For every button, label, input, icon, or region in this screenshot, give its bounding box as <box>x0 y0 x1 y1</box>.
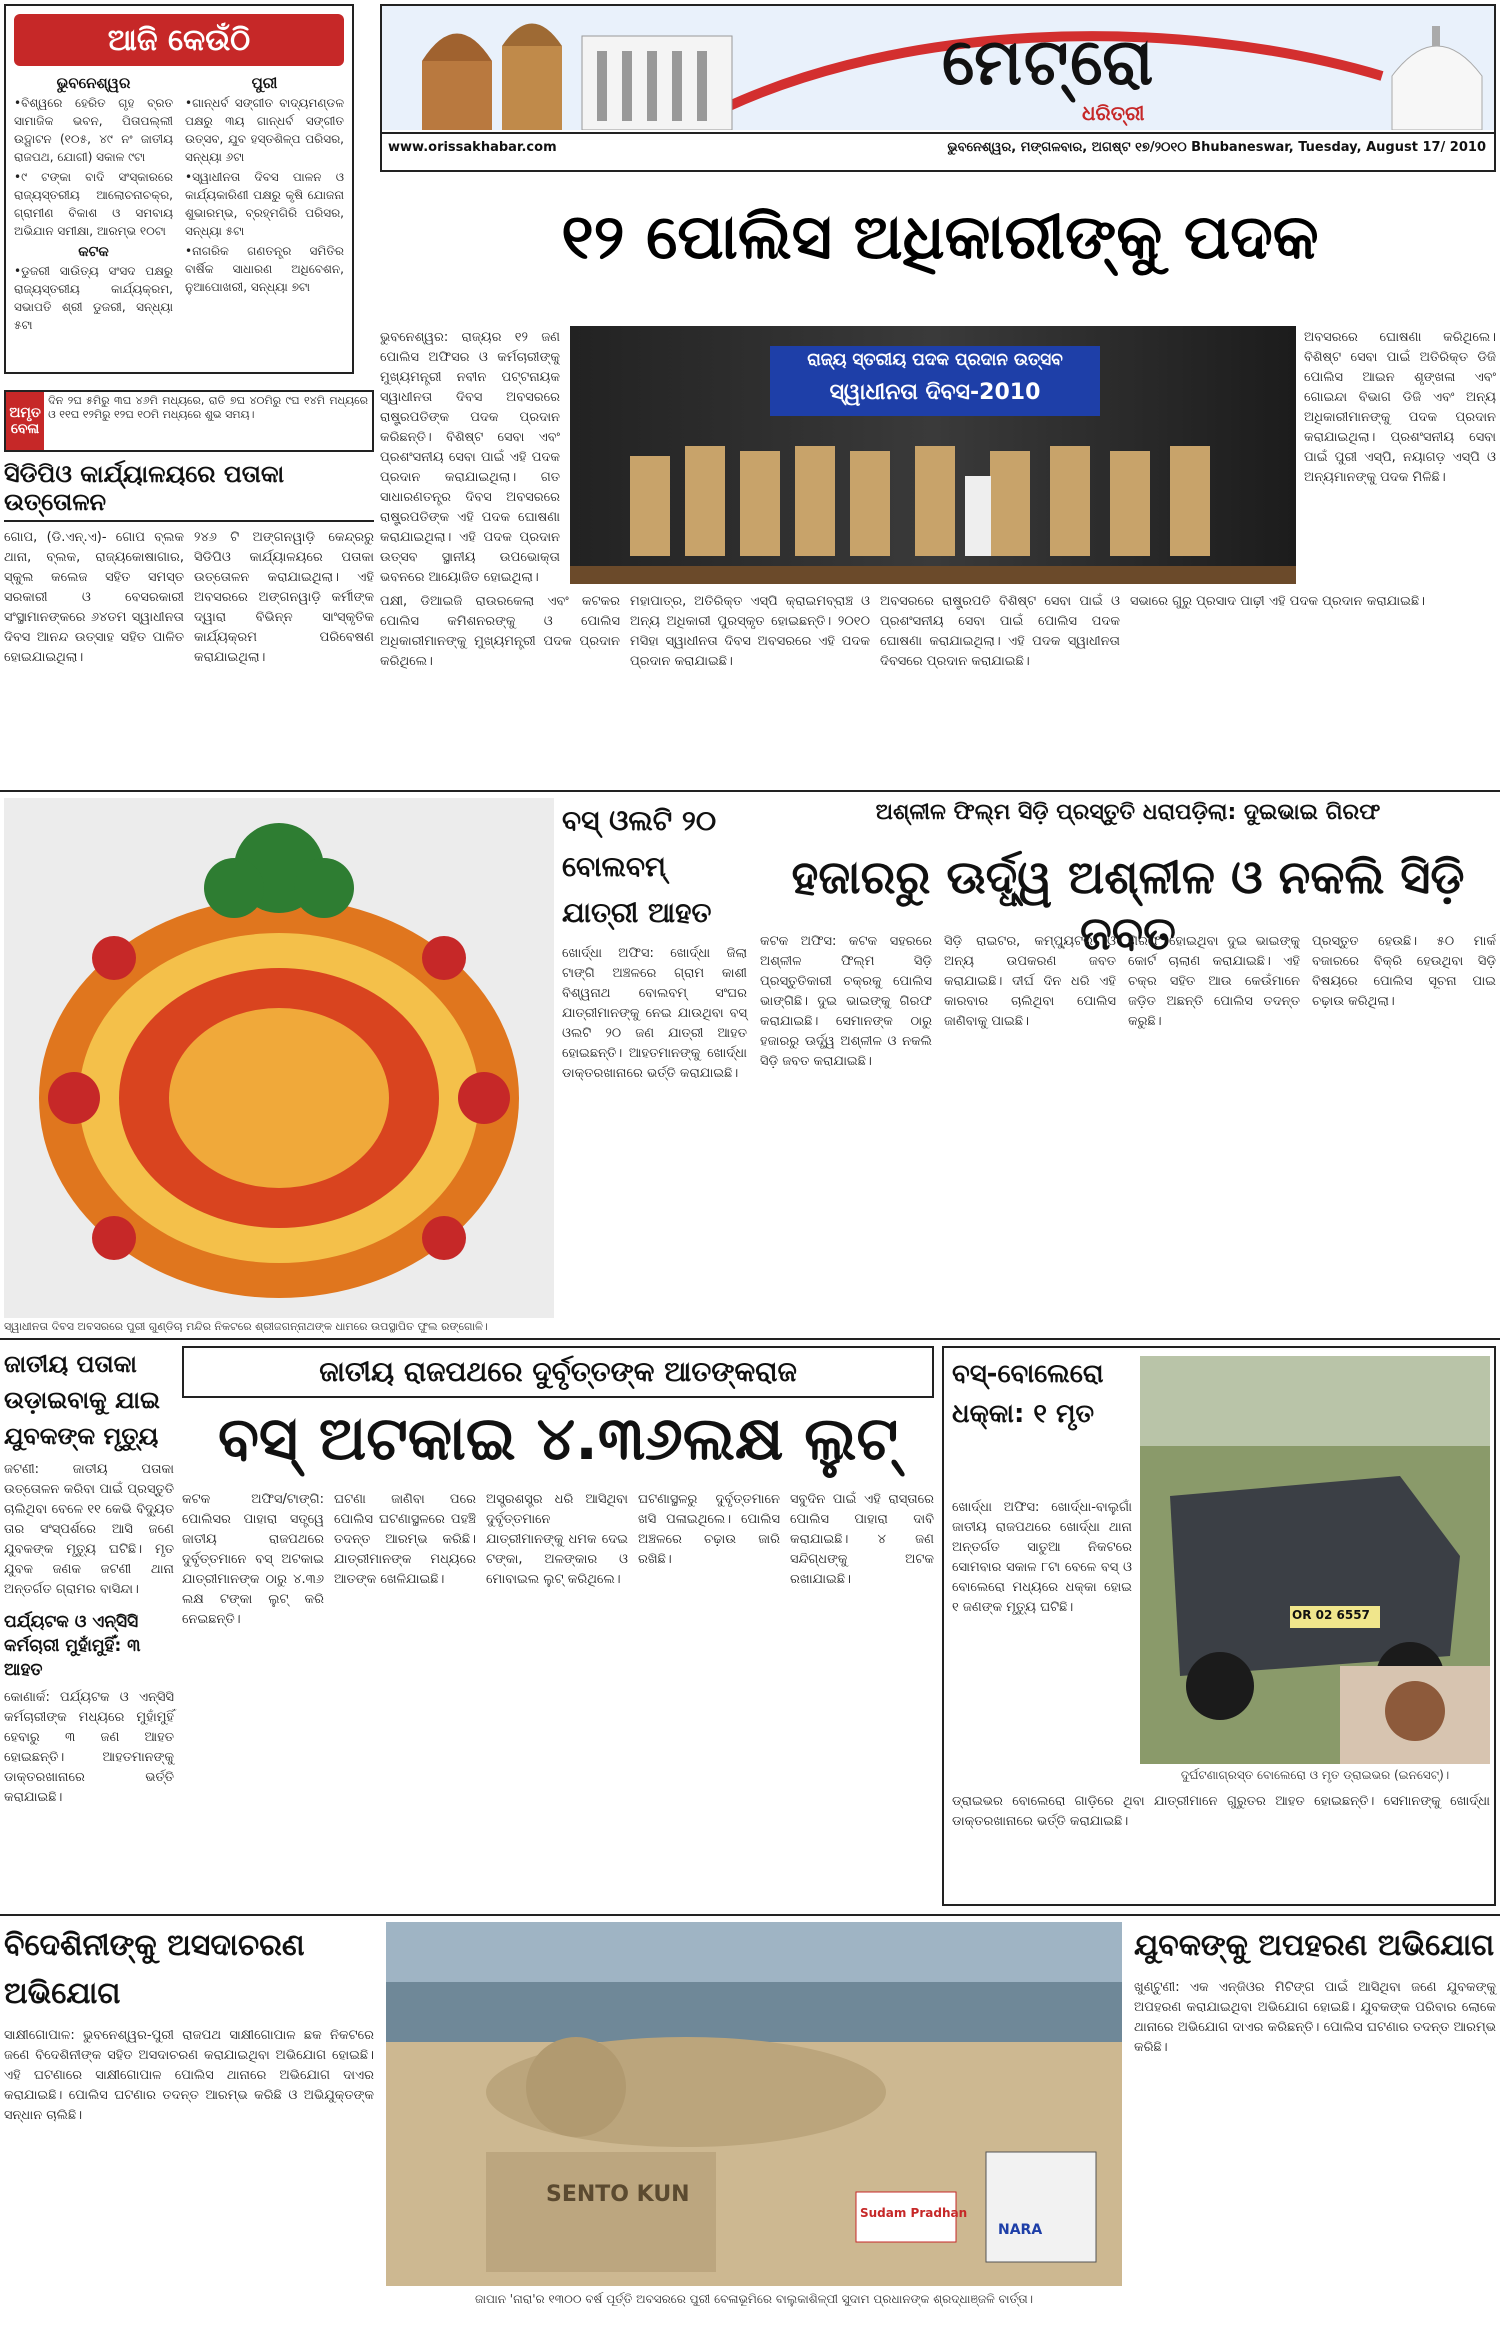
today-header <box>14 14 344 66</box>
stage-banner-2: ସ୍ୱାଧୀନତା ଦିବସ-2010 <box>829 380 1041 405</box>
bolero-plate: OR 02 6557 <box>1292 1608 1370 1622</box>
cd-col1: କଟକ ଅଫିସ: କଟକ ସହରରେ ଅଶ୍ଳୀଳ ଫିଲ୍ମ ସିଡ଼ି ପ୍ରସ୍ତୁତିକାରୀ ଚକ୍ରକୁ ପୋଲିସ ଭାଙ୍ଗିଛି। ଦୁଇ ଭାଇଙ୍କୁ ଗିରଫ କରାଯାଇଛି। ସେମାନଙ୍କ ଠାରୁ ହଜାରରୁ ଊର୍ଦ୍ଧ୍ୱ ଅଶ୍ଳୀଳ ଓ ନକଲି ସିଡ଼ି ଜବତ କରାଯାଇଛି। <box>760 934 932 1069</box>
flag-youth-headline: ଜାତୀୟ ପତାକା ଉଡ଼ାଇବାକୁ ଯାଇ ଯୁବକଙ୍କ ମୃତ୍ୟୁ <box>4 1350 160 1450</box>
sand-sign-3: NARA <box>998 2222 1043 2238</box>
loot-col5: ସବୁଦିନ ପାଇଁ ଏହି ରାସ୍ତାରେ ପୋଲିସ ପାହାରା ଦାବି କରାଯାଇଛି। ୪ ଜଣ ସନ୍ଦିଗ୍ଧଙ୍କୁ ଅଟକ ରଖାଯାଇଛି। <box>790 1492 934 1587</box>
today-left-title: ଭୁବନେଶ୍ୱର <box>56 74 131 92</box>
cdpo-story <box>4 460 374 790</box>
bolero-photo-caption: ଦୁର୍ଘଟଣାଗ୍ରସ୍ତ ବୋଲେରୋ ଓ ମୃତ ଡ୍ରାଇଭର (ଇନସେଟ୍)। <box>1180 1768 1450 1782</box>
bolero-story <box>942 1346 1496 1906</box>
bolero-photo <box>1140 1356 1490 1764</box>
website-link[interactable]: www.orissakhabar.com <box>388 140 557 155</box>
bolero-body2: ଡ୍ରାଇଭର ବୋଲେରୋ ଗାଡ଼ିରେ ଥିବା ଯାତ୍ରୀମାନେ ଗୁରୁତର ଆହତ ହୋଇଛନ୍ତି। ସେମାନଙ୍କୁ ଖୋର୍ଦ୍ଧା ଡାକ୍ତରଖାନାରେ ଭର୍ତ୍ତି କରାଯାଇଛି। <box>952 1794 1490 1829</box>
today-left-item: •୯ ଟଙ୍କା ବାଦି ସଂସ୍କାରରେ ରାଜ୍ୟସ୍ତରୀୟ ଆଲୋଚନାଚକ୍ର, ଗ୍ରାମୀଣ ବିକାଶ ଓ ସମବାୟ ଅଭିଯାନ ସମୀକ୍ଷା, ଆରମ୍ଭ ୧୦ଟା <box>14 170 173 238</box>
loot-col3: ଅସ୍ତ୍ରଶସ୍ତ୍ର ଧରି ଆସିଥିବା ଦୁର୍ବୃତ୍ତମାନେ ଯାତ୍ରୀମାନଙ୍କୁ ଧମକ ଦେଇ ଟଙ୍କା, ଅଳଙ୍କାର ଓ ମୋବାଇଲ ଲୁଟ୍ କରିଥିଲେ। <box>486 1492 628 1587</box>
loot-kicker-box <box>182 1346 934 1398</box>
foreigner-story <box>4 1922 374 2332</box>
sand-art-photo <box>386 1922 1122 2286</box>
today-left-item: •ବିଶ୍ୱରେ ହେରିତ ଗୃହ ବ୍ରତ ସାମାଜିକ ଭବନ, ପିତାପଲ୍ଲୀ ଉଦ୍ଘାଟନ (୧୦୫, ୪୯ ନଂ ଜାତୀୟ ରାଜପଥ, ଯୋଗୀ) ସକାଳ ୯ଟା <box>14 96 173 164</box>
today-bottom-title: କଟକ <box>78 244 109 260</box>
bus-overturn-body: ଖୋର୍ଦ୍ଧା ଅଫିସ: ଖୋର୍ଦ୍ଧା ଜିଲା ଟାଙ୍ଗି ଅଞ୍ଚଳରେ ଗ୍ରାମ କାଶୀ ବିଶ୍ୱନାଥ ବୋଲବମ୍ ସଂଘର ଯାତ୍ରୀମାନଙ୍କୁ ନେଇ ଯାଉଥିବା ବସ୍ ଓଲଟି ୨୦ ଜଣ ଯାତ୍ରୀ ଆହତ ହୋଇଛନ୍ତି। ଆହତମାନଙ୍କୁ ଖୋର୍ଦ୍ଧା ଡାକ୍ତରଖାନାରେ ଭର୍ତ୍ତି କରାଯାଇଛି। <box>562 946 747 1081</box>
bolero-body: ଖୋର୍ଦ୍ଧା ଅଫିସ: ଖୋର୍ଦ୍ଧା-ବାଲୁଗାଁ ଜାତୀୟ ରାଜପଥରେ ଖୋର୍ଦ୍ଧା ଥାନା ଅନ୍ତର୍ଗତ ସାତୁଆ ନିକଟରେ ସୋମବାର ସକାଳ ୮ଟା ବେଳେ ବସ୍ ଓ ବୋଲେରୋ ମଧ୍ୟରେ ଧକ୍କା ହୋଇ ୧ ଜଣଙ୍କ ମୃତ୍ୟୁ ଘଟିଛି। <box>952 1500 1132 1615</box>
masthead-title: ମେଟ୍ରୋ <box>942 26 1156 100</box>
main-story-col3: ପକ୍ଷୀ, ଡିଆଇଜି ରାଉରକେଲା ଏବଂ କଟକର ପୋଲିସ କମିଶନରଙ୍କୁ ଓ ପୋଲିସ ଅଧିକାରୀମାନଙ୍କୁ ମୁଖ୍ୟମନ୍ତ୍ରୀ ପଦକ ପ୍ରଦାନ କରିଥିଲେ। <box>380 594 620 669</box>
today-right-item: •ଗାନ୍ଧର୍ବ ସଙ୍ଗୀତ ବାଦ୍ୟମଣ୍ଡଳ ପକ୍ଷରୁ ୩ୟ ଗାନ୍ଧର୍ବ ସଙ୍ଗୀତ ଉତ୍ସବ, ଯୁବ ହସ୍ତଶିଳ୍ପ ପରିସର, ସନ୍ଧ୍ୟା ୬ଟା <box>185 96 344 164</box>
sand-art-caption: ଜାପାନ 'ନାରା'ର ୧୩୦୦ ବର୍ଷ ପୂର୍ତ୍ତି ଅବସରରେ ପୁରୀ ବେଳାଭୂମିରେ ବାଲୁକାଶିଳ୍ପୀ ସୁଦାମ ପ୍ରଧାନଙ୍କ ଶ୍ରଦ୍ଧାଞ୍ଜଳି ବାର୍ତ୍ତା। <box>474 2292 1034 2306</box>
flag-youth-body: ଜଟଣୀ: ଜାତୀୟ ପତାକା ଉତ୍ତୋଳନ କରିବା ପାଇଁ ପ୍ରସ୍ତୁତି ଚାଲିଥିବା ବେଳେ ୧୧ କେଭି ବିଦ୍ୟୁତ ତାର ସଂସ୍ପର୍ଶରେ ଆସି ଜଣେ ଯୁବକଙ୍କ ମୃତ୍ୟୁ ଘଟିଛି। ମୃତ ଯୁବକ ଜଣକ ଜଟଣୀ ଥାନା ଅନ୍ତର୍ଗତ ଗ୍ରାମର ବାସିନ୍ଦା। <box>4 1462 174 1597</box>
medal-ceremony-photo <box>570 326 1296 584</box>
flag-youth-body2: କୋଣାର୍କ: ପର୍ଯ୍ୟଟକ ଓ ଏନ୍‌ସିସି କର୍ମଚାରୀଙ୍କ ମଧ୍ୟରେ ମୁହାଁମୁହିଁ ହେବାରୁ ୩ ଜଣ ଆହତ ହୋଇଛନ୍ତି। ଆହତମାନଙ୍କୁ ଡାକ୍ତରଖାନାରେ ଭର୍ତ୍ତି କରାଯାଇଛି। <box>4 1690 174 1805</box>
cd-col2: ସିଡ଼ି ରାଇଟର, କମ୍ପ୍ୟୁଟର ଓ ଅନ୍ୟ ଉପକରଣ ଜବତ କରାଯାଇଛି। ଦୀର୍ଘ ଦିନ ଧରି ଏହି କାରବାର ଚାଲିଥିବା ପୋଲିସ ଜାଣିବାକୁ ପାଇଛି। <box>944 934 1116 1029</box>
flag-youth-subhead: ପର୍ଯ୍ୟଟକ ଓ ଏନ୍‌ସିସି କର୍ମଚାରୀ ମୁହାଁମୁହିଁ: ୩ ଆହତ <box>4 1612 141 1680</box>
dateline: ଭୁବନେଶ୍ୱର, ମଙ୍ଗଳବାର, ଅଗଷ୍ଟ ୧୭/୨୦୧୦ Bhubaneswar, Tuesday, August 17/ 2010 <box>947 140 1486 155</box>
flag-youth-story <box>4 1346 174 1906</box>
today-right-item: •ନାଗରିକ ଗଣତନ୍ତ୍ର ସମିତିର ବାର୍ଷିକ ସାଧାରଣ ଅଧିବେଶନ, ନୁଆପୋଖରୀ, ସନ୍ଧ୍ୟା ୭ଟା <box>185 244 344 294</box>
cd-col3: ଗିରଫ ହୋଇଥିବା ଦୁଇ ଭାଇଙ୍କୁ କୋର୍ଟ ଚାଲାଣ କରାଯାଇଛି। ଏହି ଚକ୍ର ସହିତ ଆଉ କେଉଁମାନେ ଜଡ଼ିତ ଅଛନ୍ତି ପୋଲିସ ତଦନ୍ତ କରୁଛି। <box>1128 934 1300 1029</box>
rangoli-photo <box>4 798 554 1318</box>
rangoli-caption: ସ୍ୱାଧୀନତା ଦିବସ ଅବସରରେ ପୁରୀ ଗୁଣ୍ଡିଚା ମନ୍ଦିର ନିକଟରେ ଶ୍ରୀଜଗନ୍ନାଥଙ୍କ ଧାମରେ ଉପସ୍ଥାପିତ ଫୁଲ ରଙ୍ଗୋଳି। <box>4 1320 488 1333</box>
today-left-item: •ଡୁଜରୀ ସାଉିତ୍ୟ ସଂସଦ ପକ୍ଷରୁ ରାଜ୍ୟସ୍ତରୀୟ କାର୍ଯ୍ୟକ୍ରମ, ସଭାପତି ଶ୍ରୀ ଡୁଜରୀ, ସନ୍ଧ୍ୟା ୫ଟା <box>14 264 173 332</box>
kidnap-story <box>1134 1922 1496 2332</box>
rangoli-art <box>4 798 554 1318</box>
amruta-label: ଅମୃତ ବେଳା <box>6 392 44 450</box>
main-story-col4: ମହାପାତ୍ର, ଅତିରିକ୍ତ ଏସ୍‌ପି କ୍ରାଇମବ୍ରାଞ୍ଚ ଓ ଅନ୍ୟ ଅଧିକାରୀ ପୁରସ୍କୃତ ହୋଇଛନ୍ତି। ୨୦୧୦ ମସିହା ସ୍ୱାଧୀନତା ଦିବସ ଅବସରରେ ଏହି ପଦକ ପ୍ରଦାନ କରାଯାଇଛି। <box>630 594 870 669</box>
cdpo-headline: ସିଡିପିଓ କାର୍ଯ୍ୟାଳୟରେ ପତାକା ଉତ୍ତୋଳନ <box>4 460 374 522</box>
today-box <box>4 4 354 374</box>
foreigner-body: ସାକ୍ଷୀଗୋପାଳ: ଭୁବନେଶ୍ୱର-ପୁରୀ ରାଜପଥ ସାକ୍ଷୀଗୋପାଳ ଛକ ନିକଟରେ ଜଣେ ବିଦେଶିନୀଙ୍କ ସହିତ ଅସଦାଚରଣ କରାଯାଇଥିବା ଅଭିଯୋଗ ହୋଇଛି। ଏହି ଘଟଣାରେ ସାକ୍ଷୀଗୋପାଳ ପୋଲିସ ଥାନାରେ ଅଭିଯୋଗ ଦାଏର କରାଯାଇଛି। ପୋଲିସ ଘଟଣାର ତଦନ୍ତ ଆରମ୍ଭ କରିଛି ଓ ଅଭିଯୁକ୍ତଙ୍କ ସନ୍ଧାନ ଚାଲିଛି। <box>4 2028 374 2123</box>
cd-kicker: ଅଶ୍ଳୀଳ ଫିଲ୍ମ ସିଡ଼ି ପ୍ରସ୍ତୁତି ଧରାପଡ଼ିଲା: ଦୁଇଭାଇ ଗିରଫ <box>875 800 1381 825</box>
masthead-temples-art <box>382 6 1494 130</box>
today-right-title: ପୁରୀ <box>251 74 278 92</box>
foreigner-headline: ବିଦେଶିନୀଙ୍କୁ ଅସଦାଚରଣ ଅଭିଯୋଗ <box>4 1928 305 2011</box>
amruta-box <box>4 390 374 452</box>
cdpo-col1: ଗୋପ, (ଡି.ଏନ୍.ଏ)- ଗୋପ ବ୍ଲକ ଥାନା, ବ୍ଲକ, ରାଜ୍ୟକୋଷାଗାର, ସ୍କୁଲ କଲେଜ ସହିତ ସମସ୍ତ ସରକାରୀ ଓ ବେସରକାରୀ ସଂସ୍ଥାମାନଙ୍କରେ ୬୪ତମ ସ୍ୱାଧୀନତା ଦିବସ ଆନନ୍ଦ ଉତ୍ସାହ ସହିତ ପାଳିତ ହୋଇଯାଇଥିଲା। <box>4 530 184 665</box>
bus-overturn-story <box>562 798 747 1328</box>
loot-col2: ଘଟଣା ଜାଣିବା ପରେ ପୋଲିସ ଘଟଣାସ୍ଥଳରେ ପହଞ୍ଚି ତଦନ୍ତ ଆରମ୍ଭ କରିଛି। ଯାତ୍ରୀମାନଙ୍କ ମଧ୍ୟରେ ଆତଙ୍କ ଖେଳିଯାଇଛି। <box>334 1492 476 1587</box>
main-story-col1: ଭୁବନେଶ୍ୱର: ରାଜ୍ୟର ୧୨ ଜଣ ପୋଲିସ ଅଫିସର ଓ କର୍ମଚାରୀଙ୍କୁ ମୁଖ୍ୟମନ୍ତ୍ରୀ ନବୀନ ପଟ୍ଟନାୟକ ସ୍ୱାଧୀନତା ଦିବସ ଅବସରରେ ରାଷ୍ଟ୍ରପତିଙ୍କ ପଦକ ପ୍ରଦାନ କରିଛନ୍ତି। ବିଶିଷ୍ଟ ସେବା ଏବଂ ପ୍ରଶଂସନୀୟ ସେବା ପାଇଁ ଏହି ପଦକ ପ୍ରଦାନ କରାଯାଇଥିଲା। ଗତ ସାଧାରଣତନ୍ତ୍ର ଦିବସ ଅବସରରେ ରାଷ୍ଟ୍ରପତିଙ୍କ ଏହି ପଦକ ଘୋଷଣା କରାଯାଇଥିଲା। ଏହି ପଦକ ପ୍ରଦାନ ଉତ୍ସବ ସ୍ଥାନୀୟ ଉପଭୋକ୍ତା ଭବନରେ ଆୟୋଜିତ ହୋଇଥିଲା। <box>380 330 560 585</box>
main-story-col6: ସଭାରେ ଗୁରୁ ପ୍ରସାଦ ପାଢ଼ୀ ଏହି ପଦକ ପ୍ରଦାନ କରାଯାଇଛି। <box>1130 594 1426 609</box>
main-story-col5: ଅବସରରେ ରାଷ୍ଟ୍ରପତି ବିଶିଷ୍ଟ ସେବା ପାଇଁ ଓ ପ୍ରଶଂସନୀୟ ସେବା ପାଇଁ ପୋଲିସ ପଦକ ଘୋଷଣା କରାଯାଇଥିଲା। ଏହି ପଦକ ସ୍ୱାଧୀନତା ଦିବସରେ ପ୍ରଦାନ କରାଯାଇଛି। <box>880 594 1120 669</box>
bus-overturn-headline: ବସ୍ ଓଲଟି ୨୦ ବୋଲବମ୍ ଯାତ୍ରୀ ଆହତ <box>562 804 717 929</box>
loot-col4: ଘଟଣାସ୍ଥଳରୁ ଦୁର୍ବୃତ୍ତମାନେ ଖସି ପଳାଇଥିଲେ। ପୋଲିସ ଅଞ୍ଚଳରେ ଚଢ଼ାଉ ଜାରି ରଖିଛି। <box>638 1492 780 1567</box>
masthead <box>380 4 1496 172</box>
loot-col1: କଟକ ଅଫିସ/ଟାଙ୍ଗି: ପୋଲିସର ପାହାରା ସତ୍ତ୍ୱେ ଜାତୀୟ ରାଜପଥରେ ଦୁର୍ବୃତ୍ତମାନେ ବସ୍ ଅଟକାଇ ଯାତ୍ରୀମାନଙ୍କ ଠାରୁ ୪.୩୬ ଲକ୍ଷ ଟଙ୍କା ଲୁଟ୍ କରି ନେଇଛନ୍ତି। <box>182 1492 324 1627</box>
bolero-wreck-art <box>1140 1356 1490 1764</box>
masthead-subtitle: ଧରିତ୍ରୀ <box>1082 101 1145 125</box>
amruta-text: ଦିନ ୨ଘ ୫ମିରୁ ୩ଘ ୪୬ମି ମଧ୍ୟରେ, ରାତି ୭ଘ ୪୦ମିରୁ ୯ଘ ୧୪ମି ମଧ୍ୟରେ ଓ ୧୧ଘ ୧୨ମିରୁ ୧୨ଘ ୧୦ମି ମଧ୍ୟରେ ଶୁଭ ସମୟ। <box>48 394 368 421</box>
cdpo-col2: ୨୪୬ ଟି ଅଙ୍ଗନୱାଡ଼ି କେନ୍ଦ୍ରରୁ ସିଡିପିଓ କାର୍ଯ୍ୟାଳୟରେ ପତାକା ଉତ୍ତୋଳନ କରାଯାଇଥିଲା। ଏହି ଅବସରରେ ଅଙ୍ଗନୱାଡ଼ି କର୍ମୀଙ୍କ ଦ୍ୱାରା ବିଭିନ୍ନ ସାଂସ୍କୃତିକ କାର୍ଯ୍ୟକ୍ରମ ପରିବେଷଣ କରାଯାଇଥିଲା। <box>194 530 374 665</box>
kidnap-body: ଖୁଣ୍ଟୁଣୀ: ଏକ ଏନ୍‌ଜିଓର ମିଟିଙ୍ଗ ପାଇଁ ଆସିଥିବା ଜଣେ ଯୁବକଙ୍କୁ ଅପହରଣ କରାଯାଇଥିବା ଅଭିଯୋଗ ହୋଇଛି। ଯୁବକଙ୍କ ପରିବାର ଲୋକେ ଥାନାରେ ଅଭିଯୋଗ ଦାଏର କରିଛନ୍ତି। ପୋଲିସ ଘଟଣାର ତଦନ୍ତ ଆରମ୍ଭ କରିଛି। <box>1134 1980 1496 2055</box>
sand-sign-2: Sudam Pradhan <box>860 2206 968 2220</box>
bolero-headline: ବସ୍-ବୋଲେରୋ ଧକ୍କା: ୧ ମୃତ <box>952 1359 1104 1429</box>
loot-headline: ବସ୍ ଅଟକାଇ ୪.୩୬ଲକ୍ଷ ଲୁଟ୍ <box>217 1404 899 1474</box>
main-headline: ୧୨ ପୋଲିସ ଅଧିକାରୀଙ୍କୁ ପଦକ <box>561 200 1319 273</box>
today-right-item: •ସ୍ୱାଧୀନତା ଦିବସ ପାଳନ ଓ କାର୍ଯ୍ୟକାରିଣୀ ପକ୍ଷରୁ କୃଷି ଯୋଜନା ଶୁଭାରମ୍ଭ, ବ୍ରହ୍ମଗିରି ପରିସର, ସନ୍ଧ୍ୟା ୫ଟା <box>185 170 344 238</box>
main-story-col2: ଅବସରରେ ଘୋଷଣା କରିଥିଲେ। ବିଶିଷ୍ଟ ସେବା ପାଇଁ ଅତିରିକ୍ତ ଡିଜି ପୋଲିସ ଆଇନ ଶୃଙ୍ଖଳା ଏବଂ ଗୋଇନ୍ଦା ବିଭାଗ ଡିଜି ଏବଂ ଅନ୍ୟ ଅଧିକାରୀମାନଙ୍କୁ ପଦକ ପ୍ରଦାନ କରାଯାଇଥିଲା। ପ୍ରଶଂସନୀୟ ସେବା ପାଇଁ ପୁରୀ ଏସ୍‌ପି, ନୟାଗଡ଼ ଏସ୍‌ପି ଓ ଅନ୍ୟମାନଙ୍କୁ ପଦକ ମିଳିଛି। <box>1304 330 1496 485</box>
sand-sign-1: SENTO KUN <box>546 2182 690 2207</box>
cd-col4: ପ୍ରସ୍ତୁତ ହେଉଛି। ୫୦ ମାର୍କ ବଜାରରେ ବିକ୍ରି ହେଉଥିବା ସିଡ଼ି ବିଷୟରେ ପୋଲିସ ସୂଚନା ପାଇ ଚଢ଼ାଉ କରିଥିଲା। <box>1312 934 1496 1009</box>
today-header-label: ଆଜି କେଉଁଠି <box>107 22 251 58</box>
stage-banner-1: ରାଜ୍ୟ ସ୍ତରୀୟ ପଦକ ପ୍ରଦାନ ଉତ୍ସବ <box>807 350 1063 370</box>
kidnap-headline: ଯୁବକଙ୍କୁ ଅପହରଣ ଅଭିଯୋଗ <box>1134 1928 1495 1963</box>
loot-kicker: ଜାତୀୟ ରାଜପଥରେ ଦୁର୍ବୃତ୍ତଙ୍କ ଆତଙ୍କରାଜ <box>319 1355 797 1388</box>
cd-headline: ହଜାରରୁ ଊର୍ଦ୍ଧ୍ୱ ଅଶ୍ଳୀଳ ଓ ନକଲି ସିଡ଼ି ଜବତ <box>791 850 1465 960</box>
